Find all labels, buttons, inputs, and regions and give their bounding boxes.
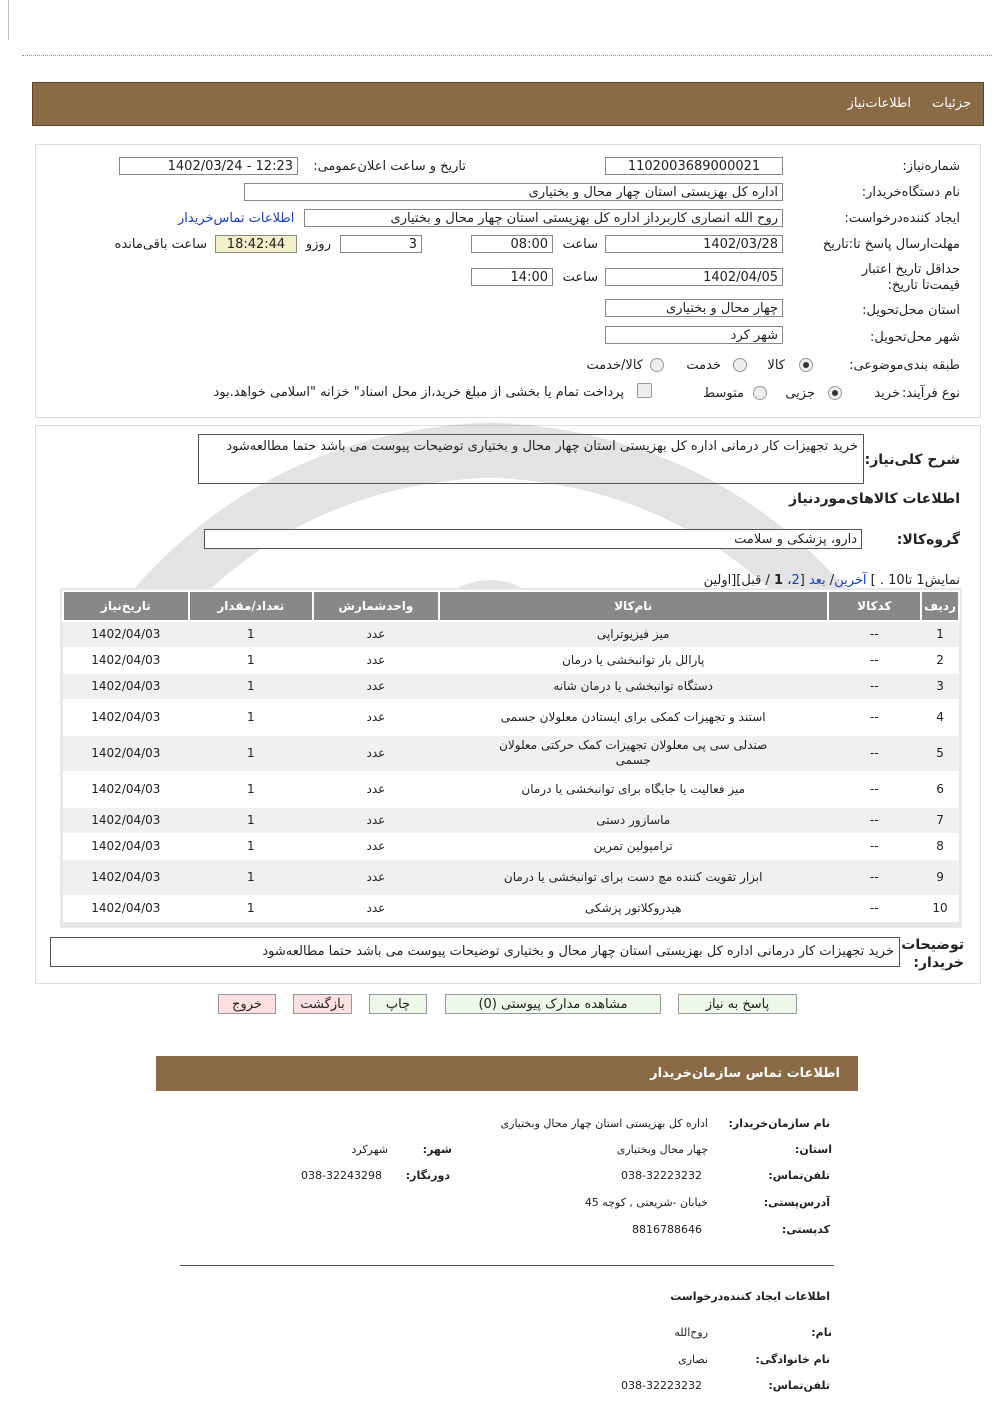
buyer-label: نام دستگاه‌خریدار:: [861, 185, 960, 200]
city-field: شهر کرد: [605, 326, 783, 344]
table-row: [63, 895, 959, 921]
need-number-label: شماره‌نیاز:: [902, 159, 960, 174]
table-row: [63, 735, 959, 771]
table-row: [63, 647, 959, 673]
summary-text: خرید تجهیزات کار درمانی اداره کل بهزیستی استان چهار محال و بختیاری توضیحات پیوست می باشد حتما مطالعه‌شود: [198, 434, 864, 484]
pagination: [704, 573, 960, 588]
paging-bracket-mid-open: [: [799, 573, 805, 588]
deadline-label: مهلت‌ارسال پاسخ تا:تاریخ: [822, 237, 960, 252]
need-number-field: 1102003689000021: [605, 157, 783, 175]
cell-unit: عدد: [313, 807, 439, 833]
cell-code: --: [828, 833, 922, 859]
summary-label: شرح کلی‌نیاز:: [864, 452, 960, 468]
paging-page-1: 1: [774, 573, 784, 588]
cell-unit: عدد: [313, 647, 439, 673]
buyer-field: اداره کل بهزیستی استان چهار محال و بختیاری: [244, 183, 783, 201]
top-divider: [22, 55, 992, 56]
table-row: [63, 833, 959, 859]
creator-info-title: اطلاعات ایجاد کننده‌درخواست: [670, 1290, 830, 1303]
cell-code: --: [828, 699, 922, 735]
paging-sep-1: /: [829, 573, 835, 588]
process-label: نوع فرآیند:: [902, 386, 960, 401]
cell-qty: 1: [189, 699, 313, 735]
cell-date: 1402/04/03: [63, 859, 189, 895]
cell-unit: عدد: [313, 621, 439, 647]
process-partial-radio[interactable]: [828, 386, 842, 400]
cell-code: --: [828, 735, 922, 771]
cell-date: 1402/04/03: [63, 699, 189, 735]
buyer-notes-text: خرید تجهیزات کار درمانی اداره کل بهزیستی استان چهار محال و بختیاری توضیحات پیوست می باشد حتما مطالعه‌شود: [50, 937, 900, 967]
process-medium-label: متوسط: [703, 386, 744, 401]
org-label: نام سازمان‌خریدار:: [728, 1117, 830, 1130]
cell-n: 2: [921, 647, 959, 673]
header-bar: [32, 82, 984, 126]
creator-name-value: روح‌الله: [674, 1326, 708, 1339]
paging-first: اولین: [703, 573, 732, 588]
cell-date: 1402/04/03: [63, 673, 189, 699]
cell-n: 9: [921, 859, 959, 895]
creator-family-label: نام خانوادگی:: [755, 1353, 830, 1366]
creator-phone-label: تلفن‌تماس:: [768, 1379, 830, 1392]
col-date: تاریخ‌نیاز: [63, 591, 189, 621]
cell-date: 1402/04/03: [63, 771, 189, 807]
cell-qty: 1: [189, 673, 313, 699]
days-label: روزو: [305, 237, 331, 252]
deadline-time-field: 08:00: [471, 235, 553, 253]
process-medium-radio[interactable]: [753, 386, 767, 400]
creator-field: روح الله انصاری کاربرداز اداره کل بهزیستی استان چهار محال و بختیاری: [304, 209, 783, 227]
address-value: خیابان -شریعتی , کوچه 45: [584, 1196, 708, 1209]
phone-label: تلفن‌تماس:: [768, 1169, 830, 1182]
treasury-payment-checkbox[interactable]: [637, 383, 652, 398]
cell-date: 1402/04/03: [63, 621, 189, 647]
cell-n: 6: [921, 771, 959, 807]
treasury-payment-note: پرداخت تمام یا بخشی از مبلغ خرید،از محل اسناد" خزانه "اسلامی خواهد.بود: [213, 385, 624, 400]
category-both-label: کالا/خدمت: [586, 358, 643, 373]
cell-unit: عدد: [313, 699, 439, 735]
address-label: آدرس‌پستی:: [763, 1196, 830, 1209]
contact-header-bar: [156, 1056, 858, 1091]
validity-date-field: 1402/04/05: [605, 268, 783, 286]
buyer-notes-label: توضیحات خریدار:: [901, 937, 964, 971]
paging-sep-2: /: [765, 573, 770, 588]
phone-value: 038-32223232: [621, 1169, 702, 1182]
category-service-radio[interactable]: [733, 358, 747, 372]
col-row: ردیف: [921, 591, 959, 621]
buyer-contact-link[interactable]: اطلاعات تماس‌خریدار: [178, 211, 295, 226]
cell-unit: عدد: [313, 771, 439, 807]
cell-n: 4: [921, 699, 959, 735]
cell-n: 7: [921, 807, 959, 833]
contact-title: اطلاعات تماس سازمان‌خریدار: [650, 1066, 840, 1081]
contact-city-label: شهر:: [422, 1143, 452, 1156]
cell-name: استند و تجهیزات کمکی برای ایستادن معلولان جسمی: [439, 699, 828, 735]
goods-group-field: دارو، پزشکی و سلامت: [204, 529, 862, 549]
province-label: استان محل‌تحویل:: [862, 303, 960, 318]
cell-unit: عدد: [313, 673, 439, 699]
contact-province-value: چهار محال وبختیاری: [616, 1143, 708, 1156]
cell-unit: عدد: [313, 735, 439, 771]
deadline-time-label: ساعت: [562, 237, 598, 252]
print-button[interactable]: چاپ: [369, 994, 427, 1014]
cell-code: --: [828, 859, 922, 895]
creator-label: ایجاد کننده‌درخواست:: [844, 211, 960, 226]
cell-name: هیدروکلاتور پزشکی: [439, 895, 828, 921]
cell-name: دستگاه توانبخشی یا درمان شانه: [439, 673, 828, 699]
contact-divider: [180, 1265, 834, 1266]
days-field: 3: [340, 235, 422, 253]
contact-city-value: شهرکرد: [351, 1143, 388, 1156]
cell-qty: 1: [189, 621, 313, 647]
city-label: شهر محل‌تحویل:: [870, 330, 960, 345]
table-row: [63, 859, 959, 895]
cell-qty: 1: [189, 807, 313, 833]
goods-group-label: گروه‌کالا:: [896, 532, 960, 548]
cell-code: --: [828, 807, 922, 833]
cell-name: ابزار تقویت کننده مچ دست برای توانبخشی یا درمان: [439, 859, 828, 895]
cell-code: --: [828, 771, 922, 807]
items-table: [62, 590, 960, 922]
province-field: چهار محال و بختیاری: [605, 299, 783, 317]
category-service-label: خدمت: [686, 358, 721, 373]
fax-label: دورنگار:: [405, 1169, 450, 1182]
col-unit: واحدشمارش: [313, 591, 439, 621]
table-row: [63, 673, 959, 699]
cell-n: 3: [921, 673, 959, 699]
table-row: [63, 621, 959, 647]
validity-label: حداقل تاریخ اعتبار قیمت‌تا تاریخ:: [861, 262, 960, 293]
cell-code: --: [828, 895, 922, 921]
cell-date: 1402/04/03: [63, 647, 189, 673]
paging-page-2[interactable]: 2: [791, 573, 800, 588]
cell-qty: 1: [189, 895, 313, 921]
process-partial-label: جزیی: [785, 386, 815, 401]
cell-name: پارالل بار توانبخشی یا درمان: [439, 647, 828, 673]
table-row: [63, 699, 959, 735]
paging-comma: ،: [787, 573, 792, 588]
cell-unit: عدد: [313, 895, 439, 921]
col-name: نام‌کالا: [439, 591, 828, 621]
cell-n: 10: [921, 895, 959, 921]
cell-name: صندلی سی پی معلولان تجهیزات کمک حرکتی معلولان جسمی: [439, 735, 828, 771]
paging-prev: قبل: [741, 573, 762, 588]
goods-info-heading: اطلاعات کالاهای‌موردنیاز: [789, 491, 960, 507]
paging-last-link[interactable]: آخرین: [834, 573, 867, 588]
announce-label: تاریخ و ساعت اعلان‌عمومی:: [313, 159, 466, 174]
back-button[interactable]: بازگشت: [293, 994, 352, 1014]
paging-next-link[interactable]: بعد: [808, 573, 826, 588]
cell-date: 1402/04/03: [63, 807, 189, 833]
cell-n: 5: [921, 735, 959, 771]
process-buy: خرید: [874, 386, 900, 401]
cell-date: 1402/04/03: [63, 895, 189, 921]
category-goods-label: کالا: [767, 358, 785, 373]
postal-value: 8816788646: [632, 1223, 702, 1236]
table-row: [63, 771, 959, 807]
remaining-time: 18:42:44: [215, 235, 297, 253]
cell-n: 8: [921, 833, 959, 859]
cell-name: ترامپولین تمرین: [439, 833, 828, 859]
creator-family-value: نصاری: [678, 1353, 708, 1366]
cell-qty: 1: [189, 771, 313, 807]
cell-name: ماسازور دستی: [439, 807, 828, 833]
col-code: کدکالا: [828, 591, 922, 621]
cell-unit: عدد: [313, 859, 439, 895]
creator-phone-value: 038-32223232: [621, 1379, 702, 1392]
cell-unit: عدد: [313, 833, 439, 859]
cell-qty: 1: [189, 859, 313, 895]
category-goods-radio[interactable]: [799, 358, 813, 372]
remaining-label: ساعت باقی‌مانده: [114, 237, 207, 252]
category-both-radio[interactable]: [650, 358, 664, 372]
deadline-date-field: 1402/03/28: [605, 235, 783, 253]
cell-name: میز فیزیوتراپی: [439, 621, 828, 647]
cell-date: 1402/04/03: [63, 735, 189, 771]
cell-qty: 1: [189, 833, 313, 859]
category-label: طبقه بندی‌موضوعی:: [849, 358, 960, 373]
cell-n: 1: [921, 621, 959, 647]
paging-range: نمایش1 تا10 .: [879, 573, 960, 588]
org-value: اداره کل بهزیستی استان چهار محال وبختیاری: [500, 1117, 708, 1130]
creator-name-label: نام:: [811, 1326, 832, 1339]
cell-code: --: [828, 621, 922, 647]
exit-button[interactable]: خروج: [218, 994, 276, 1014]
cell-qty: 1: [189, 735, 313, 771]
validity-time-label: ساعت: [562, 270, 598, 285]
cell-code: --: [828, 673, 922, 699]
tab-details[interactable]: جزئیات: [932, 96, 971, 111]
view-documents-button[interactable]: مشاهده مدارک پیوستی (0): [445, 994, 661, 1014]
cell-code: --: [828, 647, 922, 673]
table-row: [63, 807, 959, 833]
reply-button[interactable]: پاسخ به نیاز: [678, 994, 797, 1014]
paging-bracket-open: ]: [870, 573, 876, 588]
tab-need-info[interactable]: اطلاعات‌نیاز: [847, 96, 911, 111]
left-rule: [8, 0, 9, 40]
cell-date: 1402/04/03: [63, 833, 189, 859]
announce-field: 1402/03/24 - 12:23: [119, 157, 298, 175]
validity-time-field: 14:00: [471, 268, 553, 286]
fax-value: 038-32243298: [301, 1169, 382, 1182]
col-qty: تعداد/مقدار: [189, 591, 313, 621]
cell-qty: 1: [189, 647, 313, 673]
paging-bracket-mid-close: ][: [731, 573, 742, 588]
contact-province-label: استان:: [795, 1143, 832, 1156]
postal-label: کدپستی:: [781, 1223, 830, 1236]
cell-name: میز فعالیت یا جایگاه برای توانبخشی یا درمان: [439, 771, 828, 807]
